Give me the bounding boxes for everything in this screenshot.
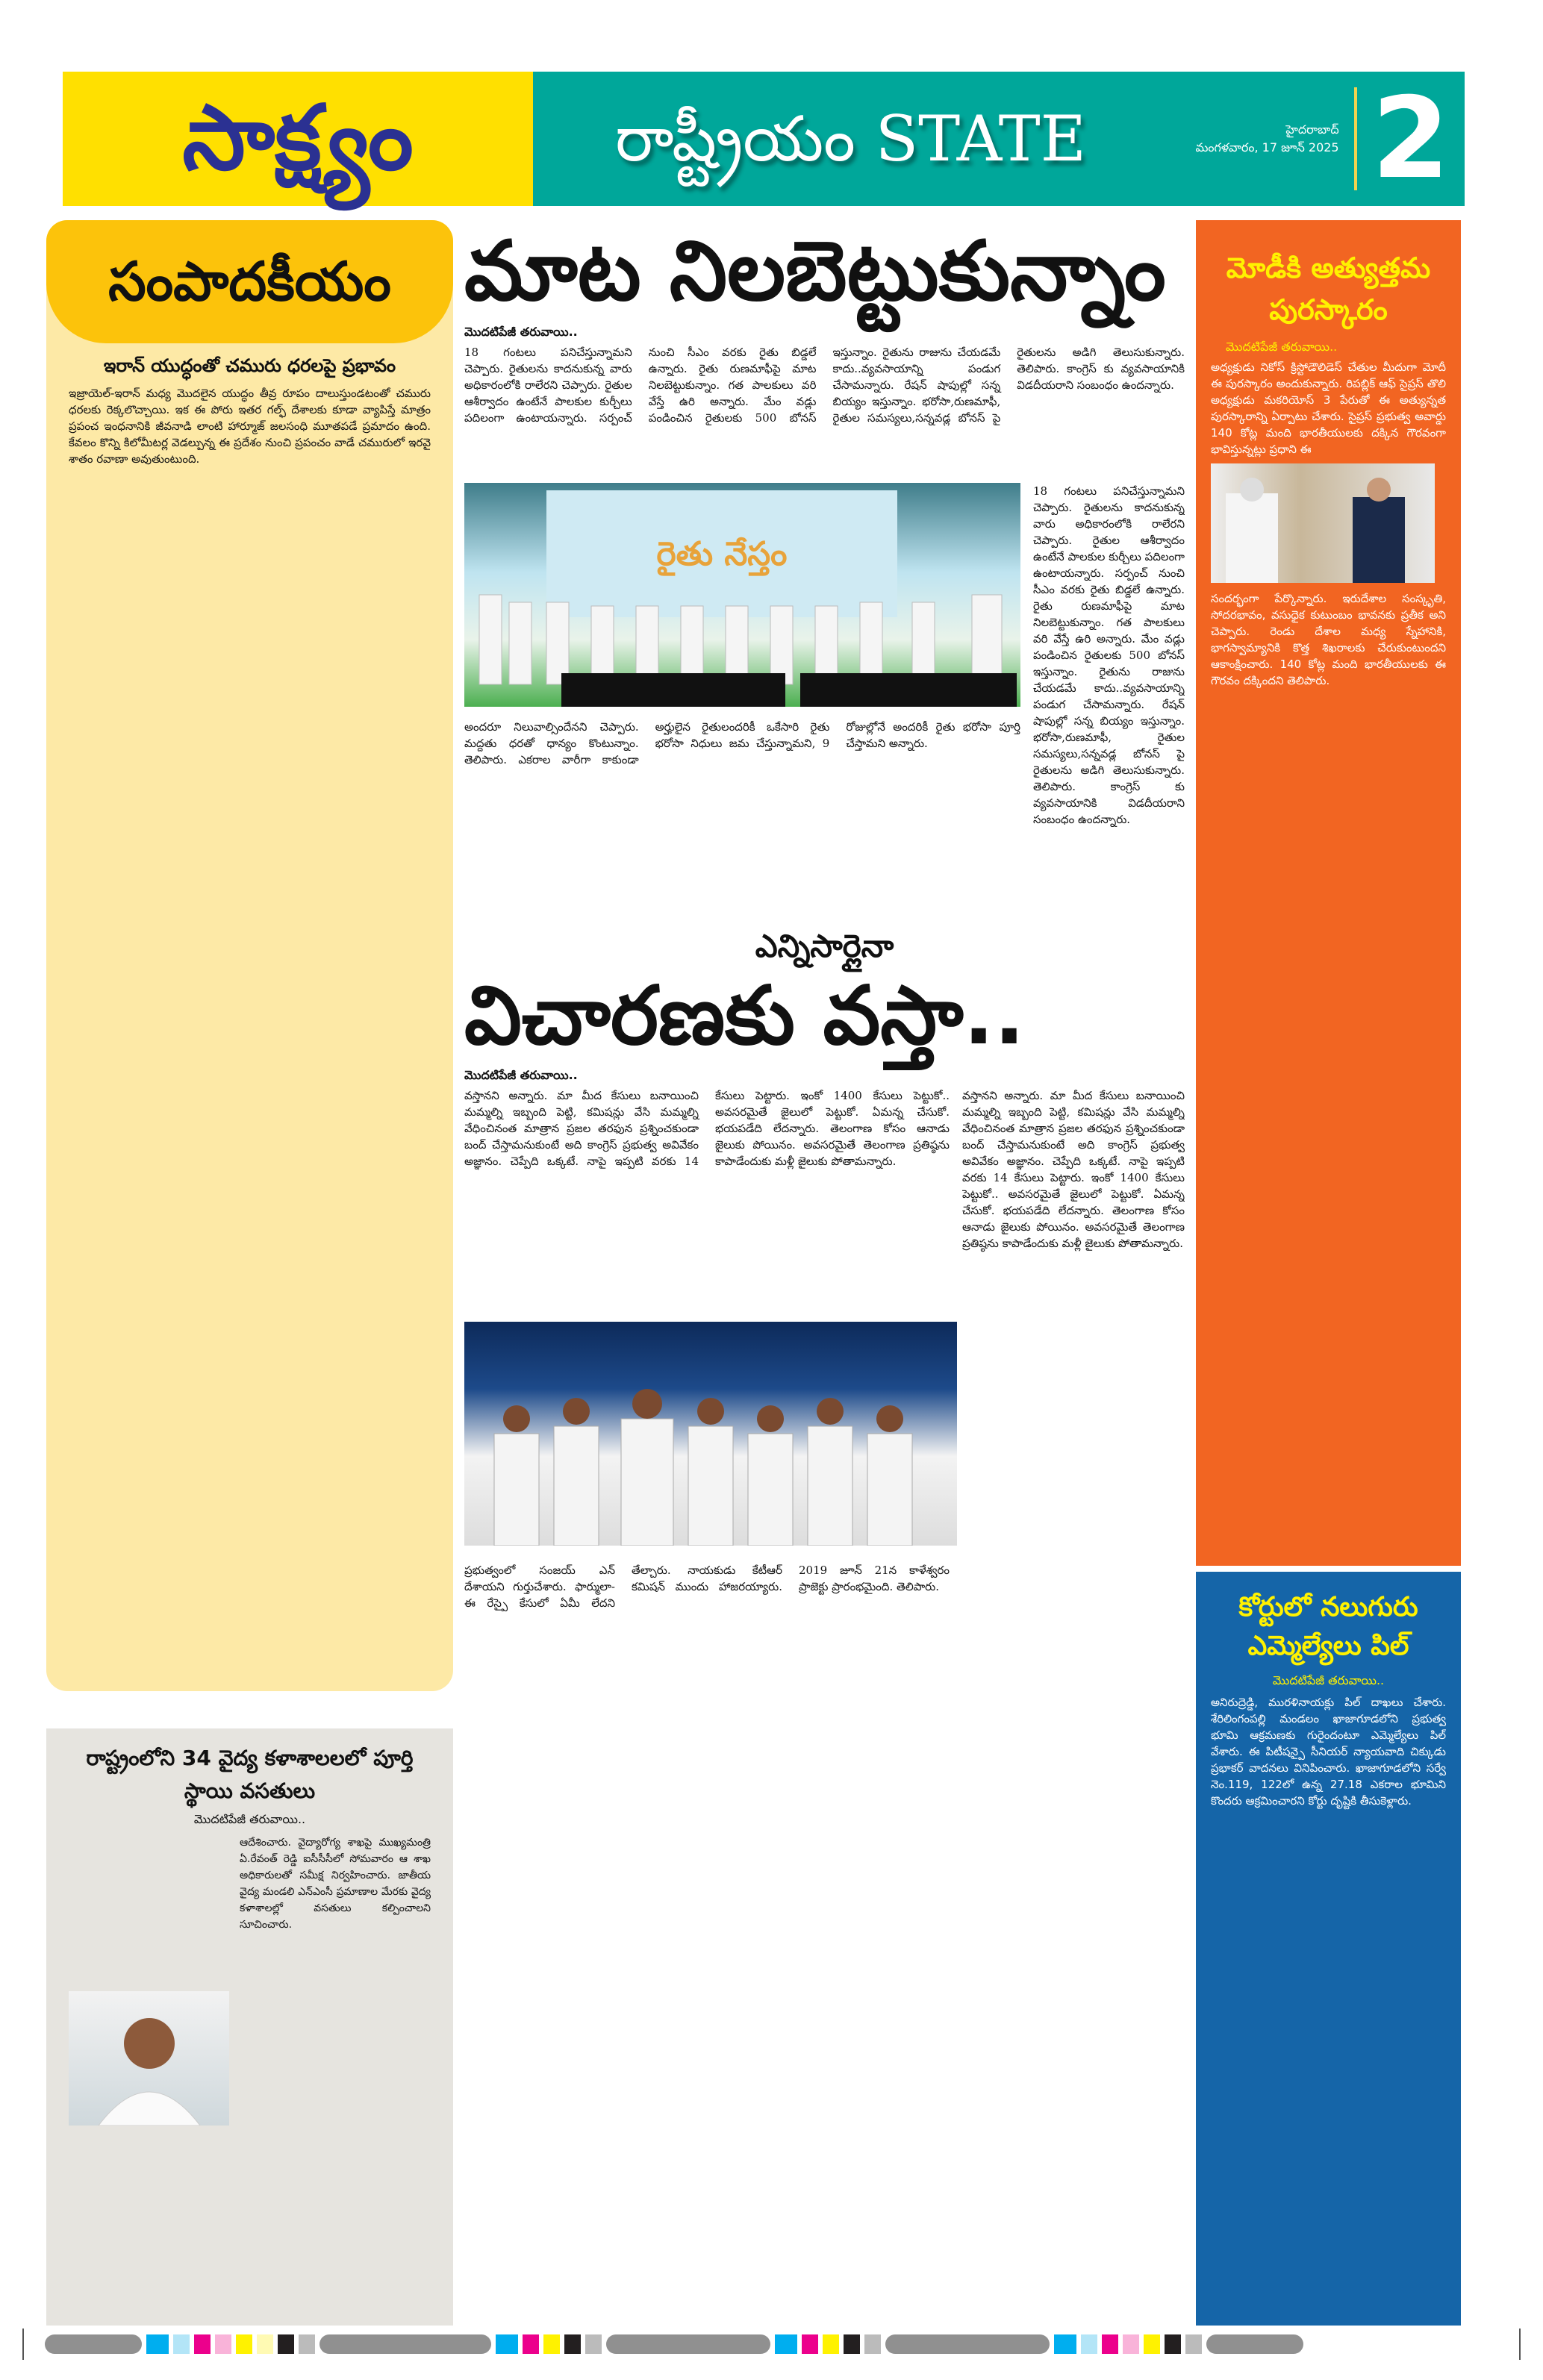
- divider: [1354, 87, 1357, 190]
- section-title: రాష్ట్రీయం STATE: [615, 101, 1086, 175]
- story-body: [1211, 359, 1446, 1551]
- print-color-bar: [45, 2334, 1500, 2354]
- ktr-press-photo: [464, 1322, 957, 1546]
- story-body-part: అధ్యక్షుడు నికోస్ క్రిస్టోడౌలిడెస్ చేతుల మీదుగా మోదీ ఈ పురస్కారం అందుకున్నారు. రిపబ్లిక్ ఆఫ్ సైప్రస్ తొలి అధ్యక్షుడు మకరియోస్ 3 పేరుతో ఈ అత్యున్నత పురస్కారాన్ని ఏర్పాటు చేశారు. సైప్రస్ ప్రభుత్వ అవార్డు 140 కోట్ల మంది భారతీయులకు దక్కిన గౌరవంగా భావిస్తున్నట్లు ప్రధాని ఈ: [1211, 360, 1446, 456]
- story-headline: రాష్ట్రంలోని 34 వైద్య కళాశాలలలో పూర్తి స్థాయి వసతులు: [86, 1746, 414, 1803]
- newspaper-logo: [63, 72, 533, 206]
- headline-main: మాట నిలబెట్టుకున్నాం: [464, 223, 1166, 319]
- story-body: [69, 1834, 431, 2312]
- story-body-part: సందర్భంగా పేర్కొన్నారు. ఇరుదేశాల సంస్కృతి, సోదరభావం, వసుధైక కుటుంబం భావనకు ప్రతీక అని చెప్పారు. రెండు దేశాల మధ్య స్నేహానికి, భాగస్వామ్యానికి కొత్త శిఖరాలకు చేరుకుంటుందని ఆకాంక్షించారు. 140 కోట్ల మంది భారతీయులకు ఈ గౌరవం దక్కిందని తెలిపారు.: [1211, 592, 1446, 687]
- pil-box: [1196, 1572, 1461, 2326]
- byline: మొదటిపేజీ తరువాయి..: [1226, 340, 1338, 354]
- byline: మొదటిపేజీ తరువాయి..: [1272, 1673, 1385, 1687]
- editorial-body: ఇజ్రాయెల్-ఇరాన్ మధ్య మొదలైన యుద్ధం తీవ్ర రూపం దాలుస్తుండటంతో చమురు ధరలకు రెక్కలొచ్చాయి. ఇక ఈ పోరు ఇతర గల్ఫ్ దేశాలకు కూడా వ్యాపిస్తే మాత్రం ప్రపంచ ఇంధనానికి జీవనాడి లాంటి హార్మూజ్ జలసంధి మూతపడే ప్రమాదం ఉంది. కేవలం కొన్ని కిలోమీటర్ల వెడల్పున్న ఈ ప్రదేశం నుంచి ప్రపంచం వాడే చమురులో ఇరవై శాతం రవాణా అవుతుంటుంది.: [69, 387, 431, 466]
- byline: మొదటిపేజీ తరువాయి..: [193, 1812, 306, 1826]
- date: మంగళవారం, 17 జూన్ 2025: [1195, 140, 1339, 154]
- story-body-lower: అందరూ నిలువాల్సిందేనని చెప్పారు. మద్దతు ధరతో ధాన్యం కొంటున్నాం. తెలిపారు. ఎకరాల వారీగా కాకుండా అర్హులైన రైతులందరికీ ఒకేసారి రైతు భరోసా నిధులు జమ చేస్తున్నామని, 9 రోజుల్లోనే అందరికీ రైతు భరోసా పూర్తి చేస్తామని అన్నారు.: [464, 719, 1020, 766]
- story-body: వస్తానని అన్నారు. మా మీద కేసులు బనాయించి మమ్మల్ని ఇబ్బంది పెట్టి, కమిషన్లు వేసి మమ్మల్ని వేధించినంత మాత్రాన ప్రజల తరఫున ప్రశ్నించకుండా బంద్ చేస్తామనుకుంటే అది కాంగ్రెస్ ప్రభుత్వ అవివేకం అజ్ఞానం. చెప్పేది ఒక్కటే. నాపై ఇప్పటి వరకు 14 కేసులు పెట్టారు. ఇంకో 1400 కేసులు పెట్టుకో.. అవసరమైతే జైలులో పెట్టుకో. ఏమన్న చేసుకో. భయపడేది లేదన్నారు. తెలంగాణ కోసం ఆనాడు జైలుకు పోయినం. అవసరమైతే తెలంగాణ ప్రతిష్ఠను కాపాడేందుకు మళ్లీ జైలుకు పోతామన్నారు.: [464, 1089, 950, 1168]
- story-body-side: 18 గంటలు పనిచేస్తున్నామని చెప్పారు. రైతులను కాదనుకున్న వారు అధికారంలోకి రాలేరని చెప్పారు. రైతుల ఆశీర్వాదం ఉంటేనే పాలకుల కుర్చీలు పదిలంగా ఉంటాయన్నారు. సర్పంచ్ నుంచి సీఎం వరకు రైతు బిడ్డలే ఉన్నారు. రైతు రుణమాఫీపై మాట నిలబెట్టుకున్నాం. గత పాలకులు వరి వేస్తే ఉరి అన్నారు. మేం వడ్లు పండించిన రైతులకు 500 బోనస్ ఇస్తున్నాం. రైతును రాజును చేయడమే కాదు..వ్యవసాయాన్ని పండుగ చేసామన్నారు. రేషన్ షాపుల్లో సన్న బియ్యం ఇస్తున్నాం. భరోసా,రుణమాఫీ, రైతుల సమస్యలు,సన్నవడ్ల బోనస్ పై రైతులను అడిగి తెలుసుకున్నారు. తెలిపారు. కాంగ్రెస్ కు వ్యవసాయానికి విడదీయరాని సంబంధం ఉందన్నారు.: [1033, 484, 1185, 826]
- story-body-lower: ప్రభుత్వంలో సంజయ్ ఎన్ దేశాయని గుర్తుచేశారు. ఫార్ములా-ఈ రేస్పై కేసులో ఏమీ లేదని తేల్చారు. నాయకుడు కేటీఆర్ కమిషన్ ముందు హాజరయ్యారు. 2019 జూన్ 21న కాళేశ్వరం ప్రాజెక్టు ప్రారంభమైంది. తెలిపారు.: [464, 1564, 950, 1610]
- rythu-nestham-photo: [464, 483, 1020, 707]
- headline-kicker: ఎన్నిసార్లైనా: [755, 927, 894, 964]
- headline-second: విచారణకు వస్తా..: [464, 969, 1025, 1063]
- byline: మొదటిపేజీ తరువాయి..: [464, 1068, 578, 1082]
- registration-mark: [22, 2329, 24, 2360]
- ktr-story: [464, 927, 1185, 2326]
- story-row: [464, 483, 1185, 912]
- dateline: [1195, 121, 1338, 157]
- page-body: [46, 220, 1465, 2326]
- story-row: [464, 1087, 1185, 2326]
- award-photo: [1211, 463, 1435, 583]
- city: హైదరాబాద్: [1285, 122, 1339, 137]
- editorial-headline: ఇరాన్ యుద్ధంతో చమురు ధరలపై ప్రభావం: [103, 355, 396, 376]
- story-body: అనిరుద్రెడ్డి, మురళినాయక్లు పిల్ దాఖలు చేశారు. శేరిలింగంపల్లి మండలం ఖాజాగూడలోని ప్రభుత్వ భూమి ఆక్రమణకు గురైందంటూ ఎమ్మెల్యేలు పిల్ వేశారు. ఈ పిటీషన్పై సీనియర్ న్యాయవాది చిక్కుడు ప్రభాకర్ వాదనలు వినిపించారు. ఖాజాగూడలోని సర్వే నెం.119, 122లో ఉన్న 27.18 ఎకరాల భూమిని కొందరు ఆక్రమించారని కోర్టు దృష్టికి తీసుకెళ్లారు.: [1211, 1696, 1446, 1808]
- cm-photo: [69, 1991, 229, 2126]
- registration-mark: [1519, 2329, 1521, 2360]
- left-column: [46, 220, 453, 2326]
- story-body: 18 గంటలు పనిచేస్తున్నామని చెప్పారు. రైతులను కాదనుకున్న వారు అధికారంలోకి రాలేరని చెప్పారు. రైతుల ఆశీర్వాదం ఉంటేనే పాలకుల కుర్చీలు పదిలంగా ఉంటాయన్నారు. సర్పంచ్ నుంచి సీఎం వరకు రైతు బిడ్డలే ఉన్నారు. రైతు రుణమాఫీపై మాట నిలబెట్టుకున్నాం. గత పాలకులు వరి వేస్తే ఉరి అన్నారు. మేం వడ్లు పండించిన రైతులకు 500 బోనస్ ఇస్తున్నాం. రైతును రాజును చేయడమే కాదు..వ్యవసాయాన్ని పండుగ చేసామన్నారు. రేషన్ షాపుల్లో సన్న బియ్యం ఇస్తున్నాం. భరోసా,రుణమాఫీ, రైతుల సమస్యలు,సన్నవడ్ల బోనస్ పై రైతులను అడిగి తెలుసుకున్నారు. తెలిపారు. కాంగ్రెస్ కు వ్యవసాయానికి విడదీయరాని సంబంధం ఉందన్నారు.: [464, 345, 1185, 425]
- logo-text: సాక్ష్యం: [182, 87, 414, 190]
- story-row-left: [464, 483, 1020, 912]
- modi-award-box: [1196, 220, 1461, 1566]
- editorial-box: [46, 220, 453, 1691]
- editorial-label: సంపాదకీయం: [46, 220, 453, 343]
- masthead: [63, 72, 1465, 206]
- byline: మొదటిపేజీ తరువాయి..: [464, 324, 578, 339]
- page: [46, 72, 1465, 2326]
- story-headline: మోడీకి అత్యుత్తమ పురస్కారం: [1226, 252, 1431, 326]
- medical-colleges-story: [46, 1728, 453, 2326]
- story-body-text: ఆదేశించారు. వైద్యారోగ్య శాఖపై ముఖ్యమంత్రి ఏ.రేవంత్ రెడ్డి ఐసీసీసీలో సోమవారం ఆ శాఖ అధికారులతో సమీక్ష నిర్వహించారు. జాతీయ వైద్య మండలి ఎన్ఎంసీ ప్రమాణాల మేరకు వైద్య కళాశాలల్లో వసతులు కల్పించాలని సూచించారు.: [240, 1837, 431, 1931]
- right-column: [1196, 220, 1461, 2326]
- farmers-story: [464, 220, 1185, 912]
- story-headline: కోర్టులో నలుగురు ఎమ్మెల్యేలు పిల్: [1238, 1592, 1418, 1661]
- middle-column: [464, 220, 1185, 2326]
- page-number: 2: [1371, 74, 1450, 204]
- story-body-side: వస్తానని అన్నారు. మా మీద కేసులు బనాయించి మమ్మల్ని ఇబ్బంది పెట్టి, కమిషన్లు వేసి మమ్మల్ని వేధించినంత మాత్రాన ప్రజల తరఫున ప్రశ్నించకుండా బంద్ చేస్తామనుకుంటే అది కాంగ్రెస్ ప్రభుత్వ అవివేకం అజ్ఞానం. చెప్పేది ఒక్కటే. నాపై ఇప్పటి వరకు 14 కేసులు పెట్టారు. ఇంకో 1400 కేసులు పెట్టుకో.. అవసరమైతే జైలులో పెట్టుకో. ఏమన్న చేసుకో. భయపడేది లేదన్నారు. తెలంగాణ కోసం ఆనాడు జైలుకు పోయినం. అవసరమైతే తెలంగాణ ప్రతిష్ఠను కాపాడేందుకు మళ్లీ జైలుకు పోతామన్నారు.: [962, 1089, 1185, 1250]
- photo-banner-text: రైతు నేస్తం: [656, 534, 788, 573]
- section-band: [533, 72, 1465, 206]
- story-row-left: [464, 1087, 950, 2326]
